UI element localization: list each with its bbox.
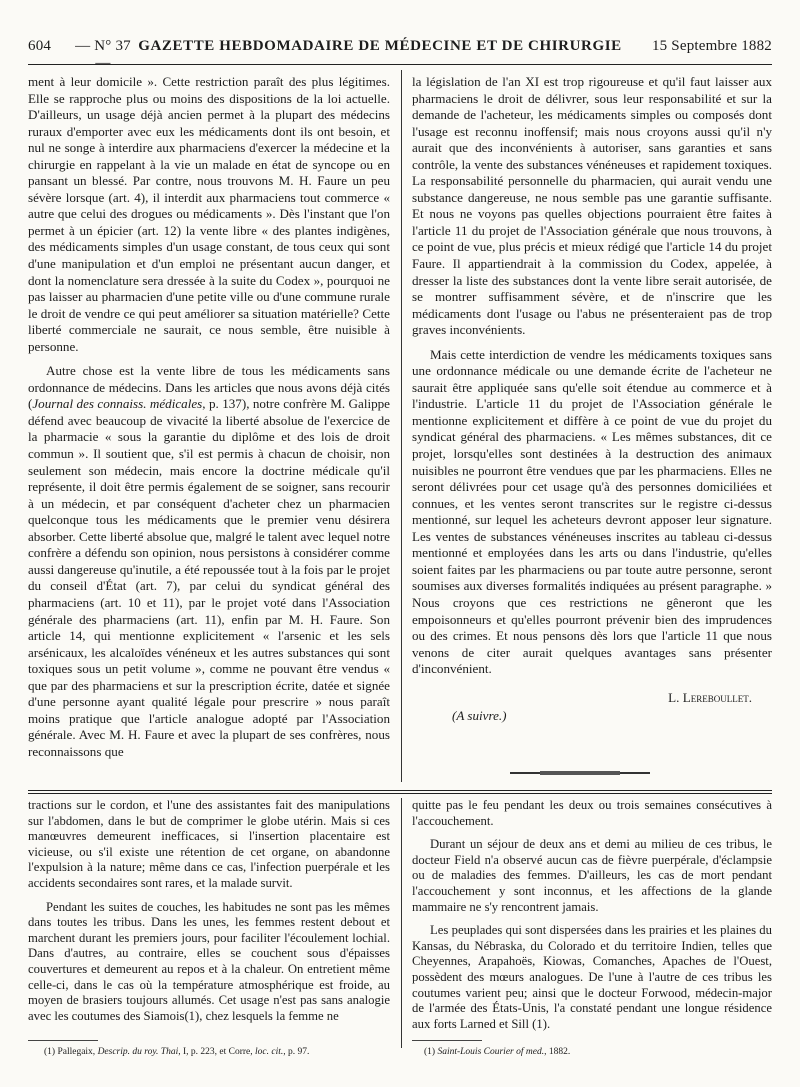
section-rule (28, 790, 772, 791)
footnote (44, 1046, 390, 1058)
footnote-rule (412, 1040, 482, 1041)
author-signature (412, 690, 772, 707)
text-run: Autre chose est la vente libre de tous les médicaments sans ordonnance de médecins. Dans les articles que nous avons déjà cités ( (28, 363, 390, 412)
citation: Descrip. du roy. Thai (97, 1047, 179, 1057)
lower-right-column (412, 798, 772, 1034)
paragraph (28, 363, 390, 760)
text-run: (1) Pallegaix, (44, 1047, 98, 1057)
text-run: , 1882. (544, 1047, 571, 1057)
paragraph: Pendant les suites de couches, les habitudes ne sont pas les mêmes dans toutes les tribus. Dans les unes, les femmes restent debout et marchent durant les premiers jours, pour faciliter l'écoulement lochial. Dans d'autres, au contraire, elles se couchent sous d'épaisses couvertures et demeurent au repos et à la chaleur. On entretient même celle-ci, dans le cas où la température atmosphérique est froide, au moyen de brasiers toujours allumés. Cet usage n'est pas sans analogie avec les coutumes des Siamois(1), chez lesquels la femme ne (28, 899, 390, 1023)
text-run: , p. 97. (283, 1047, 310, 1057)
paragraph: ment à leur domicile ». Cette restriction paraît des plus légitimes. Elle se rapproche plus ou moins des dispositions de la loi actuelle. D'ailleurs, un usage déjà ancien permet à la plupart des médecins ruraux d'emporter avec eux les médicaments dont ils ont besoin, et nul ne songe à interdire aux pharmaciens d'exercer la médecine et la chirurgie en rappelant à la vie un malade en état de syncope ou en pansant un blessé. Par contre, nous trouvons M. H. Faure un peu sévère lorsque (art. 4), il interdit aux pharmaciens tout commerce « autre que celui des drogues ou médicaments ». Dès l'instant que l'on permet à un épicier (art. 12) la vente libre « des plantes indigènes, des médicaments simples d'un usage constant, de tous ceux qui sont d'une manipulation et d'un emploi ne présentant aucun danger, et dont la nomenclature sera dressée à la suite du Codex », pourquoi ne pas laisser au pharmacien d'une petite ville ou d'une commune rurale le droit de vendre ce qui peut améliorer sa situation matérielle? Cette liberté commerciale ne saurait, ce nous semble, être nuisible à personne. (28, 74, 390, 354)
text-run: , I, p. 223, et Corre, (178, 1047, 256, 1057)
issue-number: — N° 37 — (75, 38, 131, 71)
text-run: , p. 137), notre confrère M. Galippe défend avec beaucoup de vivacité la liberté absolue de l'exercice de la pharmacie « sous la garantie du diplôme et des lois de droit commun ». Il soutient que, s'il est permis à chacun de choisir, non seulement son médecin, mais encore la doctrine médicale qu'il représente, il doit être permis également de se soigner, sans recourir à un médecin, et par conséquent d'acheter chez un pharmacien quelconque tous les médicaments que le premier venu désirera absorber. Cette liberté absolue que, malgré le talent avec lequel notre confrère a défendu son opinion, nous persistons à considérer comme aussi dangereuse qu'inutile, a été repoussée tout à la fois par le projet du conseil d'État (art. 7), par celui du syndicat général des pharmaciens (art. 10 et 11), par le projet voté dans l'Association générale des pharmaciens (art. 11), enfin par M. H. Faure. Son article 14, qui mentionne explicitement « l'arsenic et les sels arsénicaux, les alcaloïdes vénéneux et les autres substances qui sont toxiques sous un petit volume », comme ne pouvant être vendus « que par des pharmaciens et sur la prescription écrite, datée et signée d'une personne ayant qualité légale pour prescrire » nous paraît moins pratique que l'article analogue adopté par l'Association générale. Avec M. H. Faure et avec la plupart de ses confrères, nous reconnaissons que (28, 396, 390, 759)
citation: Journal des connaiss. médicales (32, 396, 203, 412)
upper-left-column (28, 74, 390, 782)
signature-name: Lereboullet. (682, 689, 752, 705)
paragraph: tractions sur le cordon, et l'une des assistantes fait des manipulations sur l'abdomen, dans le but de comprimer le globe utérin. Mais si ces manœuvres demeurent inefficaces, si l'insertion placentaire est vicieuse, ou s'il existe une rétention de cet organe, on abandonne l'expulsion à la nature; même dans ce cas, l'infection puerpérale et les accidents secondaires sont rares, et la malade survit. (28, 798, 390, 890)
footnote-rule (28, 1040, 98, 1041)
section-rule (28, 793, 772, 794)
issue-date: 15 Septembre 1882 (651, 38, 772, 54)
lower-left-column (28, 798, 390, 1034)
paragraph: quitte pas le feu pendant les deux ou trois semaines consécutives à l'accouchement. (412, 798, 772, 828)
paragraph: Les peuplades qui sont dispersées dans les prairies et les plaines du Kansas, du Nébraska, du Colorado et du territoire Indien, telles que Cheyennes, Arapahoës, Kiowas, Comanches, Apaches de l'Ouest, possèdent des mœurs analogues. De l'une à l'autre de ces tribus les coutumes varient peu; ainsi que le docteur Forwood, médecin-major de l'armée des États-Unis, l'a constaté pendant une longue résidence aux forts Larned et Sill (1). (412, 923, 772, 1031)
header-rule (28, 64, 772, 65)
upper-right-column (412, 74, 772, 764)
to-be-continued: (A suivre.) (452, 708, 507, 724)
footnote (424, 1046, 772, 1058)
citation: Saint-Louis Courier of med. (437, 1047, 545, 1057)
text-run: (1) (424, 1047, 438, 1057)
paragraph: Mais cette interdiction de vendre les médicaments toxiques sans une ordonnance médicale ou une demande écrite de l'acheteur ne saurait être appliquée sans qu'elle soit étendue au commerce et à l'industrie. L'article 11 du projet de l'Association générale le mentionne explicitement et diffère à ce point de vue du projet du syndicat général des pharmaciens. « Les mêmes substances, dit ce projet, lorsqu'elles sont destinées à la destruction des animaux nuisibles ne pourront être vendues que par les pharmaciens. Elles ne seront délivrées pour cet usage qu'à des personnes domiciliées et connues, et les ventes seront transcrites sur le registre ci-dessus mentionné, sur lequel les acheteurs devront apposer leur signature. Les ventes de substances vénéneuses inscrites au tableau ci-dessus mentionné et employées dans les arts ou dans l'industrie, qu'elles soient faites par les pharmaciens ou par toute autre personne, seront soumises aux diverses formalités indiquées au présent paragraphe. » Nous croyons que ces restrictions ne gêneront que les empoisonneurs et qu'elles pourront prévenir bien des imprudences ou des crimes. Et nous pensons dès lors que l'article 11 que nous venons de citer aurait quelques avantages sans présenter d'inconvénient. (412, 346, 772, 677)
paragraph: Durant un séjour de deux ans et demi au milieu de ces tribus, le docteur Field n'a observé aucun cas de fièvre puerpérale, d'éclampsie ou de maladies des femmes. D'ailleurs, les cas de mort pendant l'accouchement y sont inconnus, et les affections de la glande mammaire ne s'y rencontrent jamais. (412, 837, 772, 914)
column-divider (401, 70, 402, 782)
column-divider (401, 798, 402, 1048)
ornament-rule (510, 770, 650, 776)
citation: loc. cit. (255, 1047, 284, 1057)
paragraph: la législation de l'an XI est trop rigoureuse et qu'il faut laisser aux pharmaciens le droit de délivrer, sous leur responsabilité et sur la demande de l'acheteur, les médicaments simples ou composés dont l'usage est reconnu inoffensif; mais nous croyons aussi qu'il n'y aurait que des inconvénients à autoriser, sans garanties et sans contrôle, la vente des substances vénéneuses et rapidement toxiques. La responsabilité personnelle du pharmacien, qui aurait vendu une substance dangereuse, ne nous semble pas une garantie suffisante. Et nous ne voyons pas quelles objections pourraient être faites à l'article 11 du projet de l'Association générale que nous trouvons, à ce point de vue, plus précis et mieux rédigé que l'article 14 du projet Faure. Il appartiendrait à la commission du Codex, appelée, à dresser la liste des substances dont la vente libre serait autorisée, de se montrer suffisamment sévère, et de n'inscrire que les médicaments dont l'usage ou l'abus ne présenteraient pas de trop graves inconvénients. (412, 74, 772, 338)
running-head (28, 38, 772, 71)
signature-initial: L. (668, 689, 680, 705)
journal-title: GAZETTE HEBDOMADAIRE DE MÉDECINE ET DE CHIRURGIE (138, 38, 622, 54)
page-number: 604 (28, 38, 52, 54)
